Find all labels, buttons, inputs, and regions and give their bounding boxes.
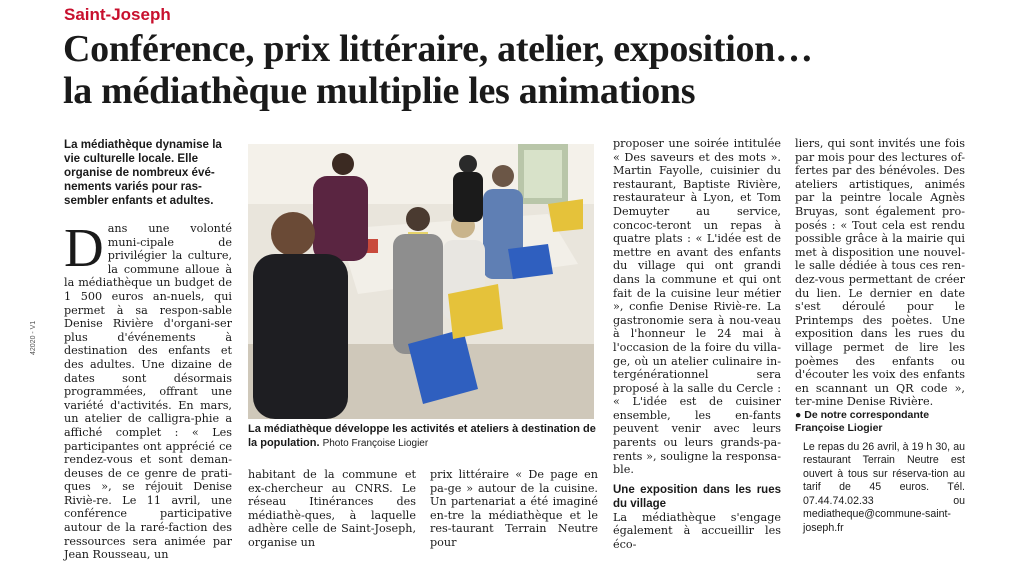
article-headline	[63, 28, 1013, 112]
photo-credit: Photo Françoise Liogier	[322, 437, 429, 449]
section-kicker: Saint-Joseph	[64, 5, 171, 24]
drop-cap: D	[64, 217, 104, 278]
article-lead: La médiathèque dynamise la vie culturelle locale. Elle organise de nombreux évé-nements variés pour ras-sembler enfants et adultes.	[64, 138, 222, 207]
subheading: Une exposition dans les rues du village	[613, 483, 781, 510]
author-credit-line-1: ● De notre correspondante	[795, 408, 930, 421]
author-credit-line-2: Françoise Liogier	[795, 421, 883, 434]
column-2-text: habitant de la commune et ex-chercheur au CNRS. Le réseau Itinérances des médiathè-ques, à laquelle adhère celle de Saint-Joseph, organise un	[248, 468, 416, 549]
column-4-text-end: La médiathèque s'engage également à accueillir les éco-	[613, 510, 781, 552]
photo-caption	[248, 423, 598, 450]
column-1	[64, 217, 232, 562]
column-1-text: ans une volonté muni-cipale de privilégier la culture, la commune alloue à la médiathèque un budget de 1 500 euros an-nuels, qui permet à sa respon-sable Denise Rivière d'organi-ser plus d'événements à destination des enfants et des adultes. Une dizaine de dates sont désormais programmées, offrant une variété d'activités. En mars, un atelier de calligra-phie a affiché complet : « Les participantes ont apprécié ce rendez-vous et sont deman-deuses de ce genre de prati-ques », se réjouit Denise Riviè-re. Le 11 avril, une conférence participative autour de la raré-faction des ressources sera animée par Jean Rousseau, un	[64, 222, 232, 562]
article-photo	[248, 144, 594, 419]
practical-info: Le repas du 26 avril, à 19 h 30, au restaurant Terrain Neutre est ouvert à tous sur réserva-tion au tarif de 45 euros. Tél. 07.44.74.02.33 ou mediatheque@commune-saint-joseph.fr	[803, 440, 965, 534]
column-2	[248, 468, 416, 550]
column-3-text: prix littéraire « De page en pa-ge » autour de la cuisine. Un partenariat a été imaginé en-tre la médiathèque et le res-taurant Terrain Neutre pour	[430, 468, 598, 549]
column-4	[613, 137, 781, 552]
column-5-text: liers, qui sont invités une fois par mois pour des lectures of-fertes par des bénévoles. Des ateliers artistiques, animés par la peintre locale Agnès Bruyas, sont également pro-posés : « Tout cela est rendu possible grâce à la mairie qui met à disposition une nouvel-le salle dédiée à tous ces ren-dez-vous permettant de créer du lien. Le dernier en date s'est déroulé pour le Printemps des poètes. Une exposition dans les rues du village permet de lire les poèmes des enfants ou d'écouter les voix des enfants en scannant un QR code », ter-mine Denise Rivière.	[795, 137, 965, 409]
column-3	[430, 468, 598, 550]
edition-label: 42020 - V1	[30, 320, 37, 355]
column-4-text: proposer une soirée intitulée « Des saveurs et des mots ». Martin Fayolle, cuisinier du restaurant, Baptiste Rivière, restaurateur à Lyon, et Tom Demuyter au service, concoc-teront un repas à quatre plats : « L'idée est de mettre en avant des enfants du village qui ont grandi dans la commune et qui ont fait de la cuisine leur métier », confie Denise Riviè-re. La gastronomie sera à nou-veau à l'honneur le 24 mai à l'occasion de la foire du villa-ge, où un atelier culinaire in-tergénérationnel sera proposé à la salle du Cercle : « L'idée est de cuisiner ensemble, les en-fants peuvent venir avec leurs parents ou leurs grands-pa-rents », souligne la responsa-ble.	[613, 137, 781, 477]
column-5	[795, 137, 965, 535]
caption-text: La médiathèque développe les activités et ateliers à destination de la population.	[248, 423, 596, 449]
headline-line-1: Conférence, prix littéraire, atelier, exposition…	[63, 28, 813, 70]
headline-line-2: la médiathèque multiplie les animations	[63, 70, 696, 112]
workshop-photo-illustration	[248, 144, 594, 419]
